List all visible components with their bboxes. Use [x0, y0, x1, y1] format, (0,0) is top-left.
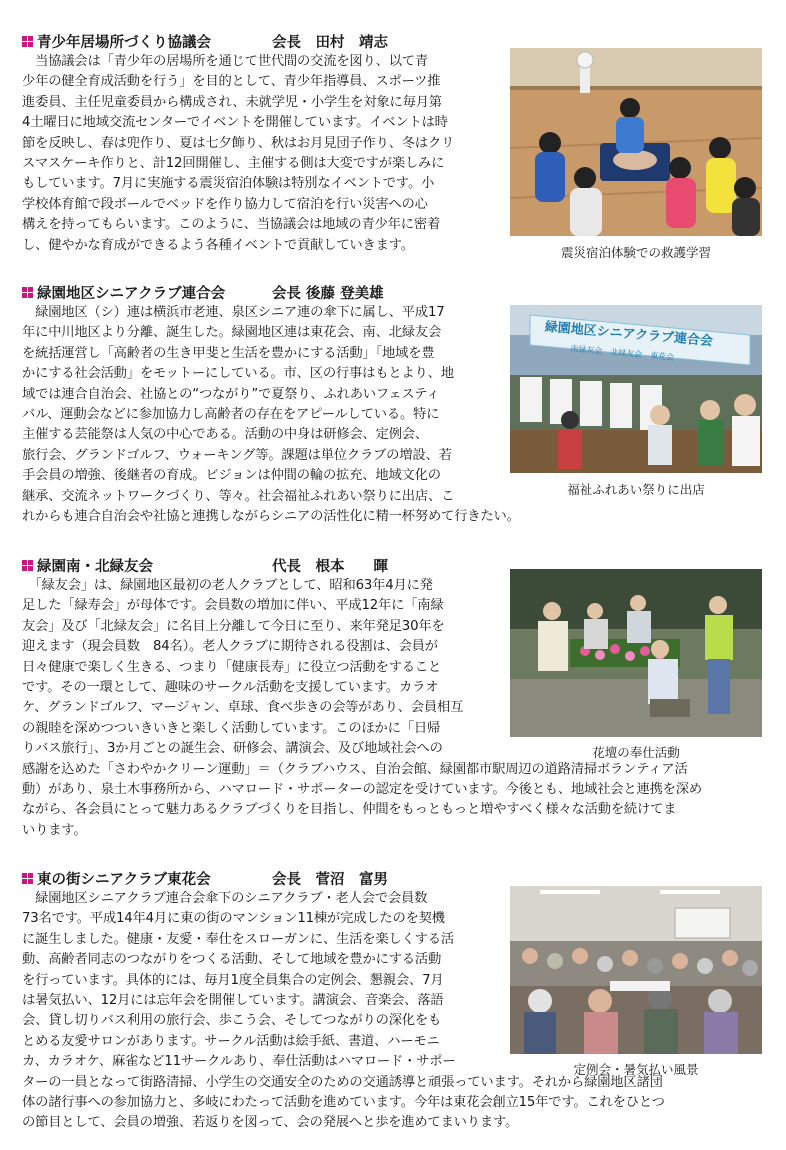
body-line: ケ、グランドゴルフ、マージャン、卓球、食べ歩きの会等があり、会員相互: [22, 700, 464, 716]
body-line: 構えを持ってもらいます。このように、当協議会は地域の青少年に密着: [22, 217, 441, 233]
heading-square-icon: [22, 36, 33, 47]
body-line: です。その一環として、趣味のサークル活動を支援しています。カラオ: [22, 680, 439, 696]
body-line: 継承、交流ネットワークづくり、等々。社会福祉ふれあい祭りに出店、こ: [22, 488, 455, 504]
body-line: カ、カラオケ、麻雀など11サークルあり、奉仕活動はハマロード・サポー: [22, 1054, 456, 1070]
body-line: 日々健康で楽しく生きる、つまり「健康長寿」に役立つ活動をすること: [22, 659, 442, 675]
body-line: 学校体育館で段ボールでベッドを作り協力して宿泊を行い災害への心: [22, 196, 428, 212]
photo-flowerbed-service: [510, 569, 762, 737]
photo-caption: 福祉ふれあい祭りに出店: [567, 482, 705, 497]
body-line: 緑園地区シニアクラブ連合会傘下のシニアクラブ・老人会で会員数: [22, 891, 428, 906]
photo-caption: 定例会・暑気払い風景: [573, 1062, 699, 1077]
heading-square-icon: [22, 873, 33, 884]
photo-welfare-festival: [510, 305, 762, 473]
body-line: りバス旅行」、3か月ごとの誕生会、研修会、講演会、及び地域社会への: [22, 741, 443, 757]
body-line: スマスケーキ作りと、計12回開催し、主催する側は大変ですが楽しみに: [22, 156, 445, 172]
leader-name: 代長 根本 暉: [272, 558, 388, 575]
body-line: 73名です。平成14年4月に東の街のマンション11棟が完成したのを契機: [22, 911, 445, 927]
body-line: とめる友愛サロンがあります。サークル活動は絵手紙、書道、ハーモニ: [22, 1033, 440, 1049]
banner-subtext: 南緑友会 北緑友会 東花会: [570, 343, 675, 362]
section-title: 緑園南・北緑友会: [37, 558, 153, 575]
photo-caption: 花壇の奉仕活動: [592, 745, 680, 760]
body-line: 手会員の増強、後継者の育成。ビジョンは仲間の輪の拡充、地域文化の: [22, 468, 441, 484]
body-line: 会、貸し切りバス利用の旅行会、歩こう会、そしてつながりの深化をも: [22, 1013, 442, 1029]
body-line: れからも連合自治会や社協と連携しながらシニアの活性化に精一杯努めて行きたい。: [22, 509, 520, 525]
body-line: 感謝を込めた「さわやかクリーン運動」＝（クラブハウス、自治会館、緑園都市駅周辺の道路清掃ボランティア活: [22, 761, 688, 777]
heading-square-icon: [22, 560, 33, 571]
body-line: 年に中川地区より分離、誕生した。緑園地区連は東花会、南、北緑友会: [22, 325, 442, 341]
body-line: を統括運営し「高齢者の生き甲斐と生活を豊かにする活動」「地域を豊: [22, 345, 435, 361]
heading-square-icon: [22, 287, 33, 298]
body-line: 域では連合自治会、社協との“つながり”で夏祭り、ふれあいフェスティ: [22, 386, 440, 402]
body-line: ながら、各会員にとって魅力あるクラブづくりを目指し、仲間をもっともっと増やすべく様々な活動を続けてま: [22, 802, 677, 818]
section-heading: [22, 282, 225, 302]
section-heading: [22, 31, 211, 51]
body-line: もしています。7月に実施する震災宿泊体験は特別なイベントです。小: [22, 176, 435, 192]
body-line: 旅行会、グランドゴルフ、ウォーキング等。課題は単位クラブの増設、若: [22, 447, 452, 463]
leader-name: 会長 後藤 登美雄: [272, 285, 384, 302]
leader-name: 会長 田村 靖志: [272, 34, 388, 51]
leader-name: 会長 菅沼 富男: [272, 871, 388, 888]
body-line: を行っています。具体的には、毎月1度全員集合の定例会、懇親会、7月: [22, 972, 444, 988]
body-line: バル、運動会などに参加協力し高齢者の存在をアピールしている。特に: [22, 407, 440, 423]
body-line: 進委員、主任児童委員から構成され、未就学児・小学生を対象に毎月第: [22, 94, 442, 110]
body-line: 体の諸行事への参加協力と、多岐にわたって活動を進めています。今年は東花会創立15年です。これをひとつ: [22, 1095, 665, 1111]
body-line: 当協議会は「青少年の居場所を通じて世代間の交流を図り、以て青: [22, 54, 429, 69]
section-body: [22, 52, 500, 256]
banner-text: 緑園地区シニアクラブ連合会: [544, 319, 714, 350]
body-line: 少年の健全育成活動を行う」を目的として、青少年指導員、スポーツ推: [22, 74, 441, 90]
body-line: 緑園地区（シ）連は横浜市老連、泉区シニア連の傘下に属し、平成17: [22, 305, 445, 320]
body-line: 主催する芸能祭は人気の中心である。活動の中身は研修会、定例会、: [22, 427, 429, 443]
section-heading: [22, 868, 211, 888]
photo-rescue-training: [510, 48, 762, 236]
body-line: は暑気払い、12月には忘年会を開催しています。講演会、音楽会、落語: [22, 993, 444, 1009]
body-line: し、健やかな育成ができるよう各種イベントで貢献していきます。: [22, 237, 414, 253]
body-line: ターの一員となって街路清掃、小学生の交通安全のための交通誘導と頑張っています。それから緑園地区諸団: [22, 1074, 663, 1090]
body-line: 動）があり、泉土木事務所から、ハマロード・サポーターの認定を受けています。今後とも、地域社会と連携を深め: [22, 782, 702, 798]
section-title: 緑園地区シニアクラブ連合会: [37, 285, 226, 302]
body-line: に誕生しました。健康・友愛・奉仕をスローガンに、生活を楽しくする活: [22, 931, 454, 947]
body-line: の節目として、会員の増強、若返りを図って、会の発展へと歩を進めてまいります。: [22, 1115, 519, 1131]
body-line: 節を反映し、春は兜作り、夏は七夕飾り、秋はお月見団子作り、冬はクリ: [22, 135, 455, 151]
body-line: 迎えます（現会員数 84名）。老人クラブに期待される役割は、会員が: [22, 639, 438, 655]
photo-regular-meeting: [510, 886, 762, 1054]
body-line: かにする社会活動」をモットーにしている。市、区の行事はもとより、地: [22, 366, 454, 382]
body-line: 友会」及び「北緑友会」に名目上分離して今日に至り、来年発足30年を: [22, 618, 445, 634]
body-line: 「緑友会」は、緑園地区最初の老人クラブとして、昭和63年4月に発: [22, 578, 433, 593]
section-title: 東の街シニアクラブ東花会: [37, 871, 211, 888]
body-line: 4土曜日に地域交流センターでイベントを開催しています。イベントは時: [22, 115, 448, 131]
section-title: 青少年居場所づくり協議会: [37, 34, 211, 51]
body-line: の親睦を深めつついきいきと楽しく活動しています。このほかに「日帰: [22, 720, 441, 736]
body-line: 動、高齢者同志のつながりをつくる活動、そして地域を豊かにする活動: [22, 952, 442, 968]
body-line: いります。: [22, 822, 87, 838]
section-heading: [22, 555, 153, 575]
body-line: 足した「緑寿会」が母体です。会員数の増加に伴い、平成12年に「南緑: [22, 598, 444, 614]
photo-caption: 震災宿泊体験での救護学習: [560, 245, 711, 260]
